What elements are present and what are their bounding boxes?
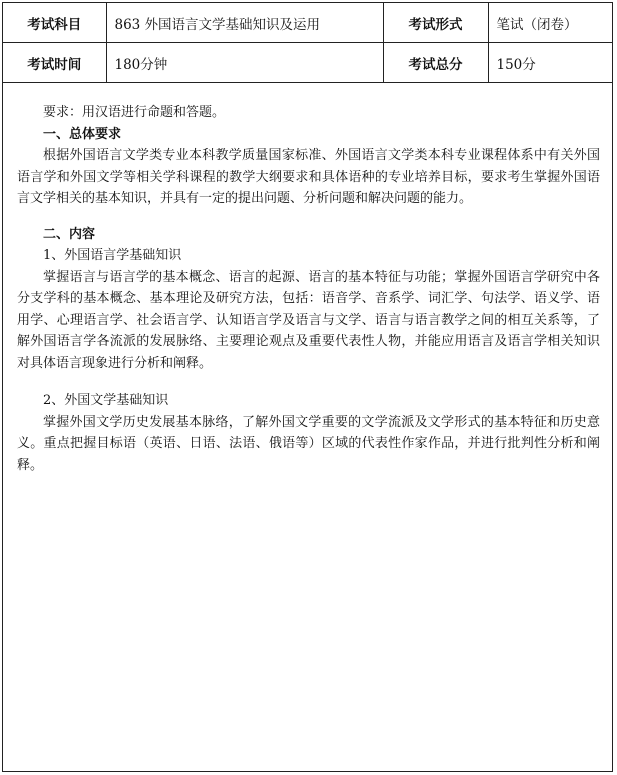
exam-info-row: [3, 43, 612, 83]
total-score-label: 考试总分: [383, 43, 488, 83]
section-paragraph-general: 根据外国语言文学类专业本科教学质量国家标准、外国语言文学类本科专业课程体系中有关外国语言学和外国文学等相关学科课程的教学大纲要求和具体语种的专业培养目标，要求考生掌握外国语言文学相关的基本知识，并具有一定的提出问题、分析问题和解决问题的能力。: [17, 148, 600, 206]
total-score-value: 150分: [488, 43, 612, 83]
requirement-note: 要求：用汉语进行命题和答题。: [43, 105, 226, 120]
subject-label: 考试科目: [3, 3, 106, 43]
subsection-paragraph-literature: 掌握外国文学历史发展基本脉络，了解外国文学重要的文学流派及文学形式的基本特征和历史意义。重点把握目标语（英语、日语、法语、俄语等）区域的代表性作家作品，并进行批判性分析和阐释。: [17, 414, 600, 473]
exam-info-row: [3, 3, 612, 43]
syllabus-content: [17, 102, 600, 476]
spacer: [17, 374, 600, 390]
subject-value: 863 外国语言文学基础知识及运用: [106, 3, 383, 43]
section-heading-general: 一、总体要求: [43, 126, 122, 142]
exam-form-value: 笔试（闭卷）: [488, 3, 612, 43]
exam-form-label: 考试形式: [383, 3, 488, 43]
exam-time-label: 考试时间: [3, 43, 106, 83]
exam-info-table: [3, 3, 612, 83]
subsection-paragraph-linguistics: 掌握语言与语言学的基本概念、语言的起源、语言的基本特征与功能；掌握外国语言学研究中各分支学科的基本概念、基本理论及研究方法，包括：语音学、音系学、词汇学、句法学、语义学、语用学、心理语言学、社会语言学、认知语言学及语言与文学、语言与语言教学之间的相互关系等，了解外国语言学各流派的发展脉络、主要理论观点及重要代表性人物，并能应用语言及语言学相关知识对具体语言现象进行分析和阐释。: [17, 269, 600, 371]
exam-syllabus-page: [2, 2, 613, 772]
spacer: [17, 210, 600, 224]
exam-time-value: 180分钟: [106, 43, 383, 83]
section-heading-content: 二、内容: [43, 226, 96, 242]
subsection-heading-literature: 2、外国文学基础知识: [43, 393, 169, 408]
subsection-heading-linguistics: 1、外国语言学基础知识: [43, 248, 182, 263]
